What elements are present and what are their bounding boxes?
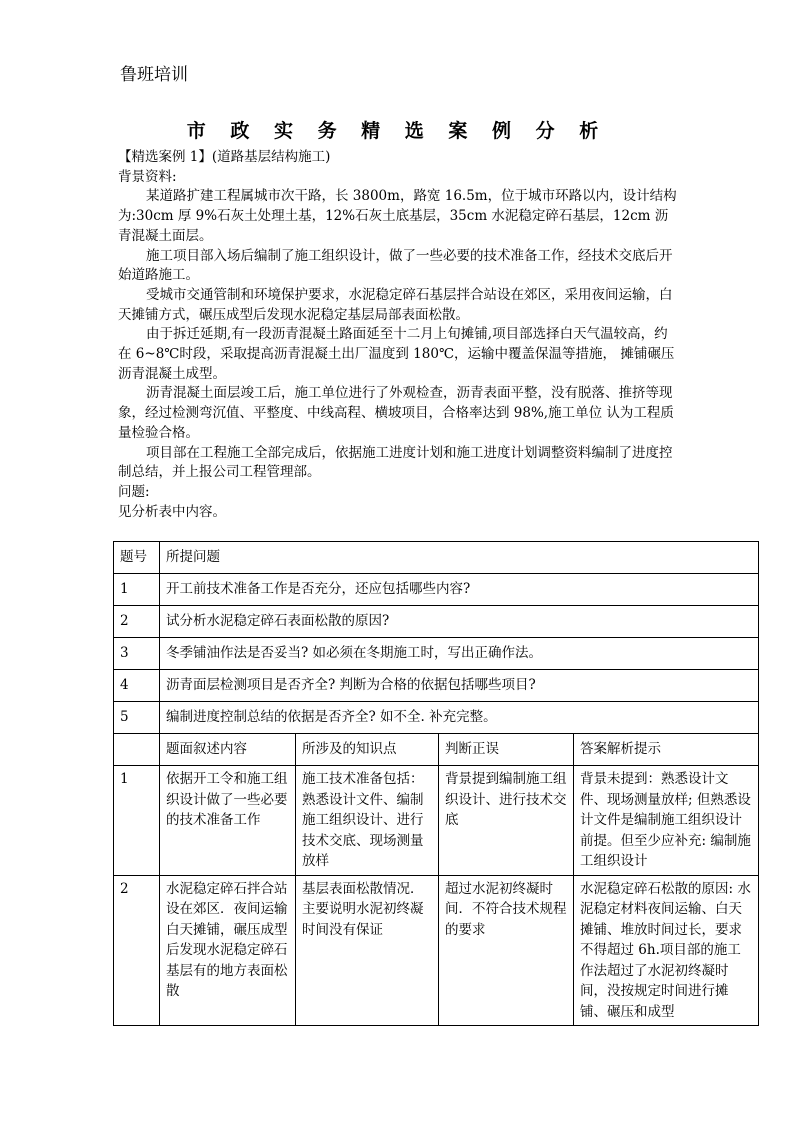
question-number: 4 [114,670,160,702]
column-header-question: 所提问题 [160,542,759,574]
judgment-cell: 背景提到编制施工组织设计、进行技术交底 [439,766,574,876]
question-row [114,702,759,734]
analysis-header-row [114,734,759,766]
column-header-hint: 答案解析提示 [574,734,759,766]
analysis-table [113,541,759,1026]
background-paragraph: 沥青混凝土面层竣工后，施工单位进行了外观检查，沥青表面平整，没有脱落、推挤等现象，经过检测弯沉值、平整度、中线高程、横坡项目，合格率达到 98%,施工单位 认为工程质量检验合格。 [118,385,674,441]
question-number: 5 [114,702,160,734]
statement-cell: 水泥稳定碎石拌合站设在郊区．夜间运输白天摊铺，碾压成型后发现水泥稳定碎石基层有的地方表面松散 [160,875,296,1026]
case-heading: 【精选案例 1】(道路基层结构施工) [118,149,331,165]
question-number: 2 [114,606,160,638]
question-text: 编制进度控制总结的依据是否齐全? 如不全. 补充完整。 [160,702,759,734]
question-row [114,670,759,702]
empty-cell [114,734,160,766]
question-number: 1 [114,574,160,606]
document-title: 市 政 实 务 精 选 案 例 分 析 [186,120,608,142]
column-header-judgment: 判断正误 [439,734,574,766]
question-row [114,606,759,638]
background-paragraph: 受城市交通管制和环境保护要求，水泥稳定碎石基层拌合站设在郊区，采用夜间运输，白天摊铺方式，碾压成型后发现水泥稳定基层局部表面松散。 [118,286,673,323]
background-paragraph: 施工项目部入场后编制了施工组织设计，做了一些必要的技术准备工作，经技术交底后开始道路施工。 [118,247,673,284]
question-text: 沥青面层检测项目是否齐全? 判断为合格的依据包括哪些项目? [160,670,759,702]
question-note: 见分析表中内容。 [118,503,226,520]
analysis-row [114,766,759,876]
hint-cell: 背景未提到：熟悉设计文件、现场测量放样; 但熟悉设计文件是编制施工组织设计前提。但至少应补充: 编制施工组织设计 [574,766,759,876]
judgment-cell: 超过水泥初终凝时间．不符合技术规程的要求 [439,875,574,1026]
knowledge-cell: 施工技术准备包括：熟悉设计文件、编制施工组织设计、进行技术交底、现场测量放样 [296,766,439,876]
column-header-number: 题号 [114,542,160,574]
question-text: 试分析水泥稳定碎石表面松散的原因? [160,606,759,638]
column-header-statement: 题面叙述内容 [160,734,296,766]
question-text: 开工前技术准备工作是否充分，还应包括哪些内容? [160,574,759,606]
background-label: 背景资料: [118,168,177,185]
question-label: 问题: [118,483,150,500]
column-header-knowledge: 所涉及的知识点 [296,734,439,766]
statement-cell: 依据开工令和施工组织设计做了一些必要的技术准备工作 [160,766,296,876]
question-text: 冬季铺油作法是否妥当? 如必须在冬期施工时，写出正确作法。 [160,638,759,670]
analysis-row [114,875,759,1026]
analysis-number: 1 [114,766,160,876]
background-paragraph: 项目部在工程施工全部完成后，依据施工进度计划和施工进度计划调整资料编制了进度控制总结，并上报公司工程管理部。 [118,444,673,481]
question-row [114,638,759,670]
analysis-number: 2 [114,875,160,1026]
page-header: 鲁班培训 [120,65,188,85]
case-content [118,148,678,522]
question-number: 3 [114,638,160,670]
background-paragraph: 由于拆迁延期,有一段沥青混凝土路面延至十二月上旬摊铺,项目部选择白天气温较高，约在 6~8℃时段，采取提高沥青混凝土出厂温度到 180℃，运输中覆盖保温等措施， 摊铺碾压沥青混凝土成型。 [118,326,675,382]
knowledge-cell: 基层表面松散情况．主要说明水泥初终凝时间没有保证 [296,875,439,1026]
question-row [114,574,759,606]
hint-cell: 水泥稳定碎石松散的原因: 水泥稳定材料夜间运输、白天摊铺、堆放时间过长，要求不得超过 6h.项目部的施工作法超过了水泥初终凝时间，没按规定时间进行摊铺、碾压和成型 [574,875,759,1026]
background-paragraph: 某道路扩建工程属城市次干路，长 3800m，路宽 16.5m，位于城市环路以内，设计结构为:30cm 厚 9%石灰土处理土基，12%石灰土底基层，35cm 水泥稳定碎石基层，12cm 沥青混凝土面层。 [118,188,677,244]
table-header-row [114,542,759,574]
